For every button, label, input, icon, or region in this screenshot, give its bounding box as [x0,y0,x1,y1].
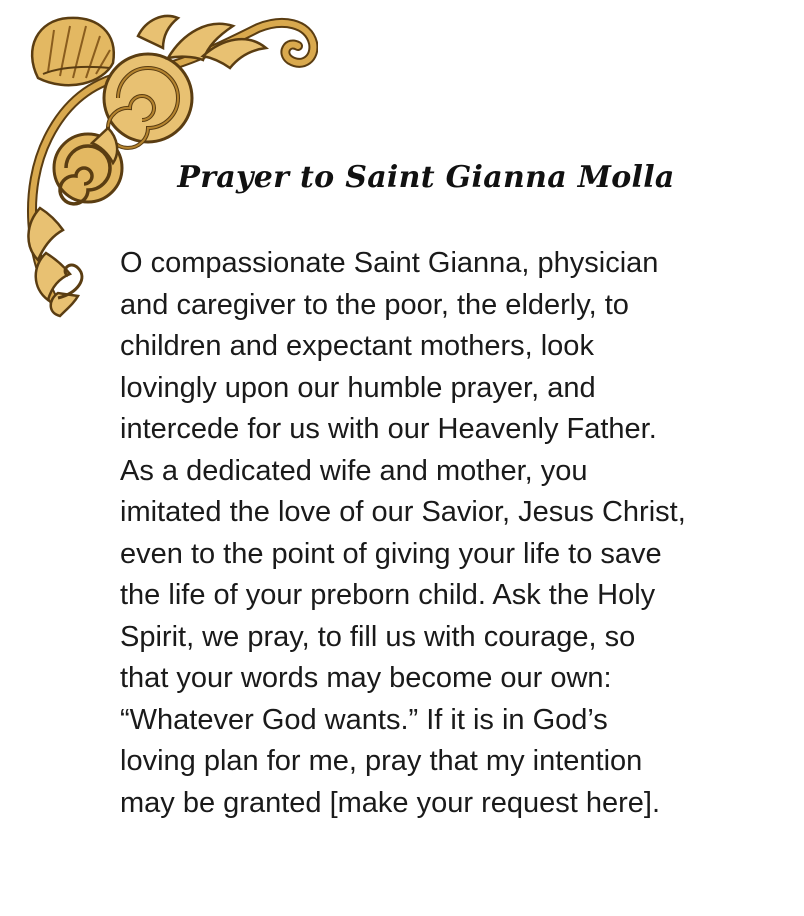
prayer-line: intercede for us with our Heavenly Father. [120,413,657,445]
prayer-line: and caregiver to the poor, the elderly, to [120,288,629,321]
prayer-line: lovingly upon our humble prayer, and [120,371,596,404]
prayer-line: As a dedicated wife and mother, you [120,454,588,487]
prayer-line: the life of your preborn child. Ask the Holy [120,579,656,611]
prayer-line: children and expectant mothers, look [120,330,594,362]
prayer-line: may be granted [make your request here]. [120,786,661,819]
prayer-text [120,243,760,824]
prayer-line: loving plan for me, pray that my intention [120,745,643,777]
prayer-line: Spirit, we pray, to fill us with courage, so [120,620,636,653]
prayer-line: “Whatever God wants.” If it is in God’s [120,703,608,736]
prayer-line: O compassionate Saint Gianna, physician [120,247,659,279]
prayer-line: that your words may become our own: [120,662,612,694]
prayer-line: imitated the love of our Savior, Jesus Christ, [120,496,686,528]
page-title: Prayer to Saint Gianna Molla [177,160,675,195]
prayer-line: even to the point of giving your life to save [120,537,662,570]
